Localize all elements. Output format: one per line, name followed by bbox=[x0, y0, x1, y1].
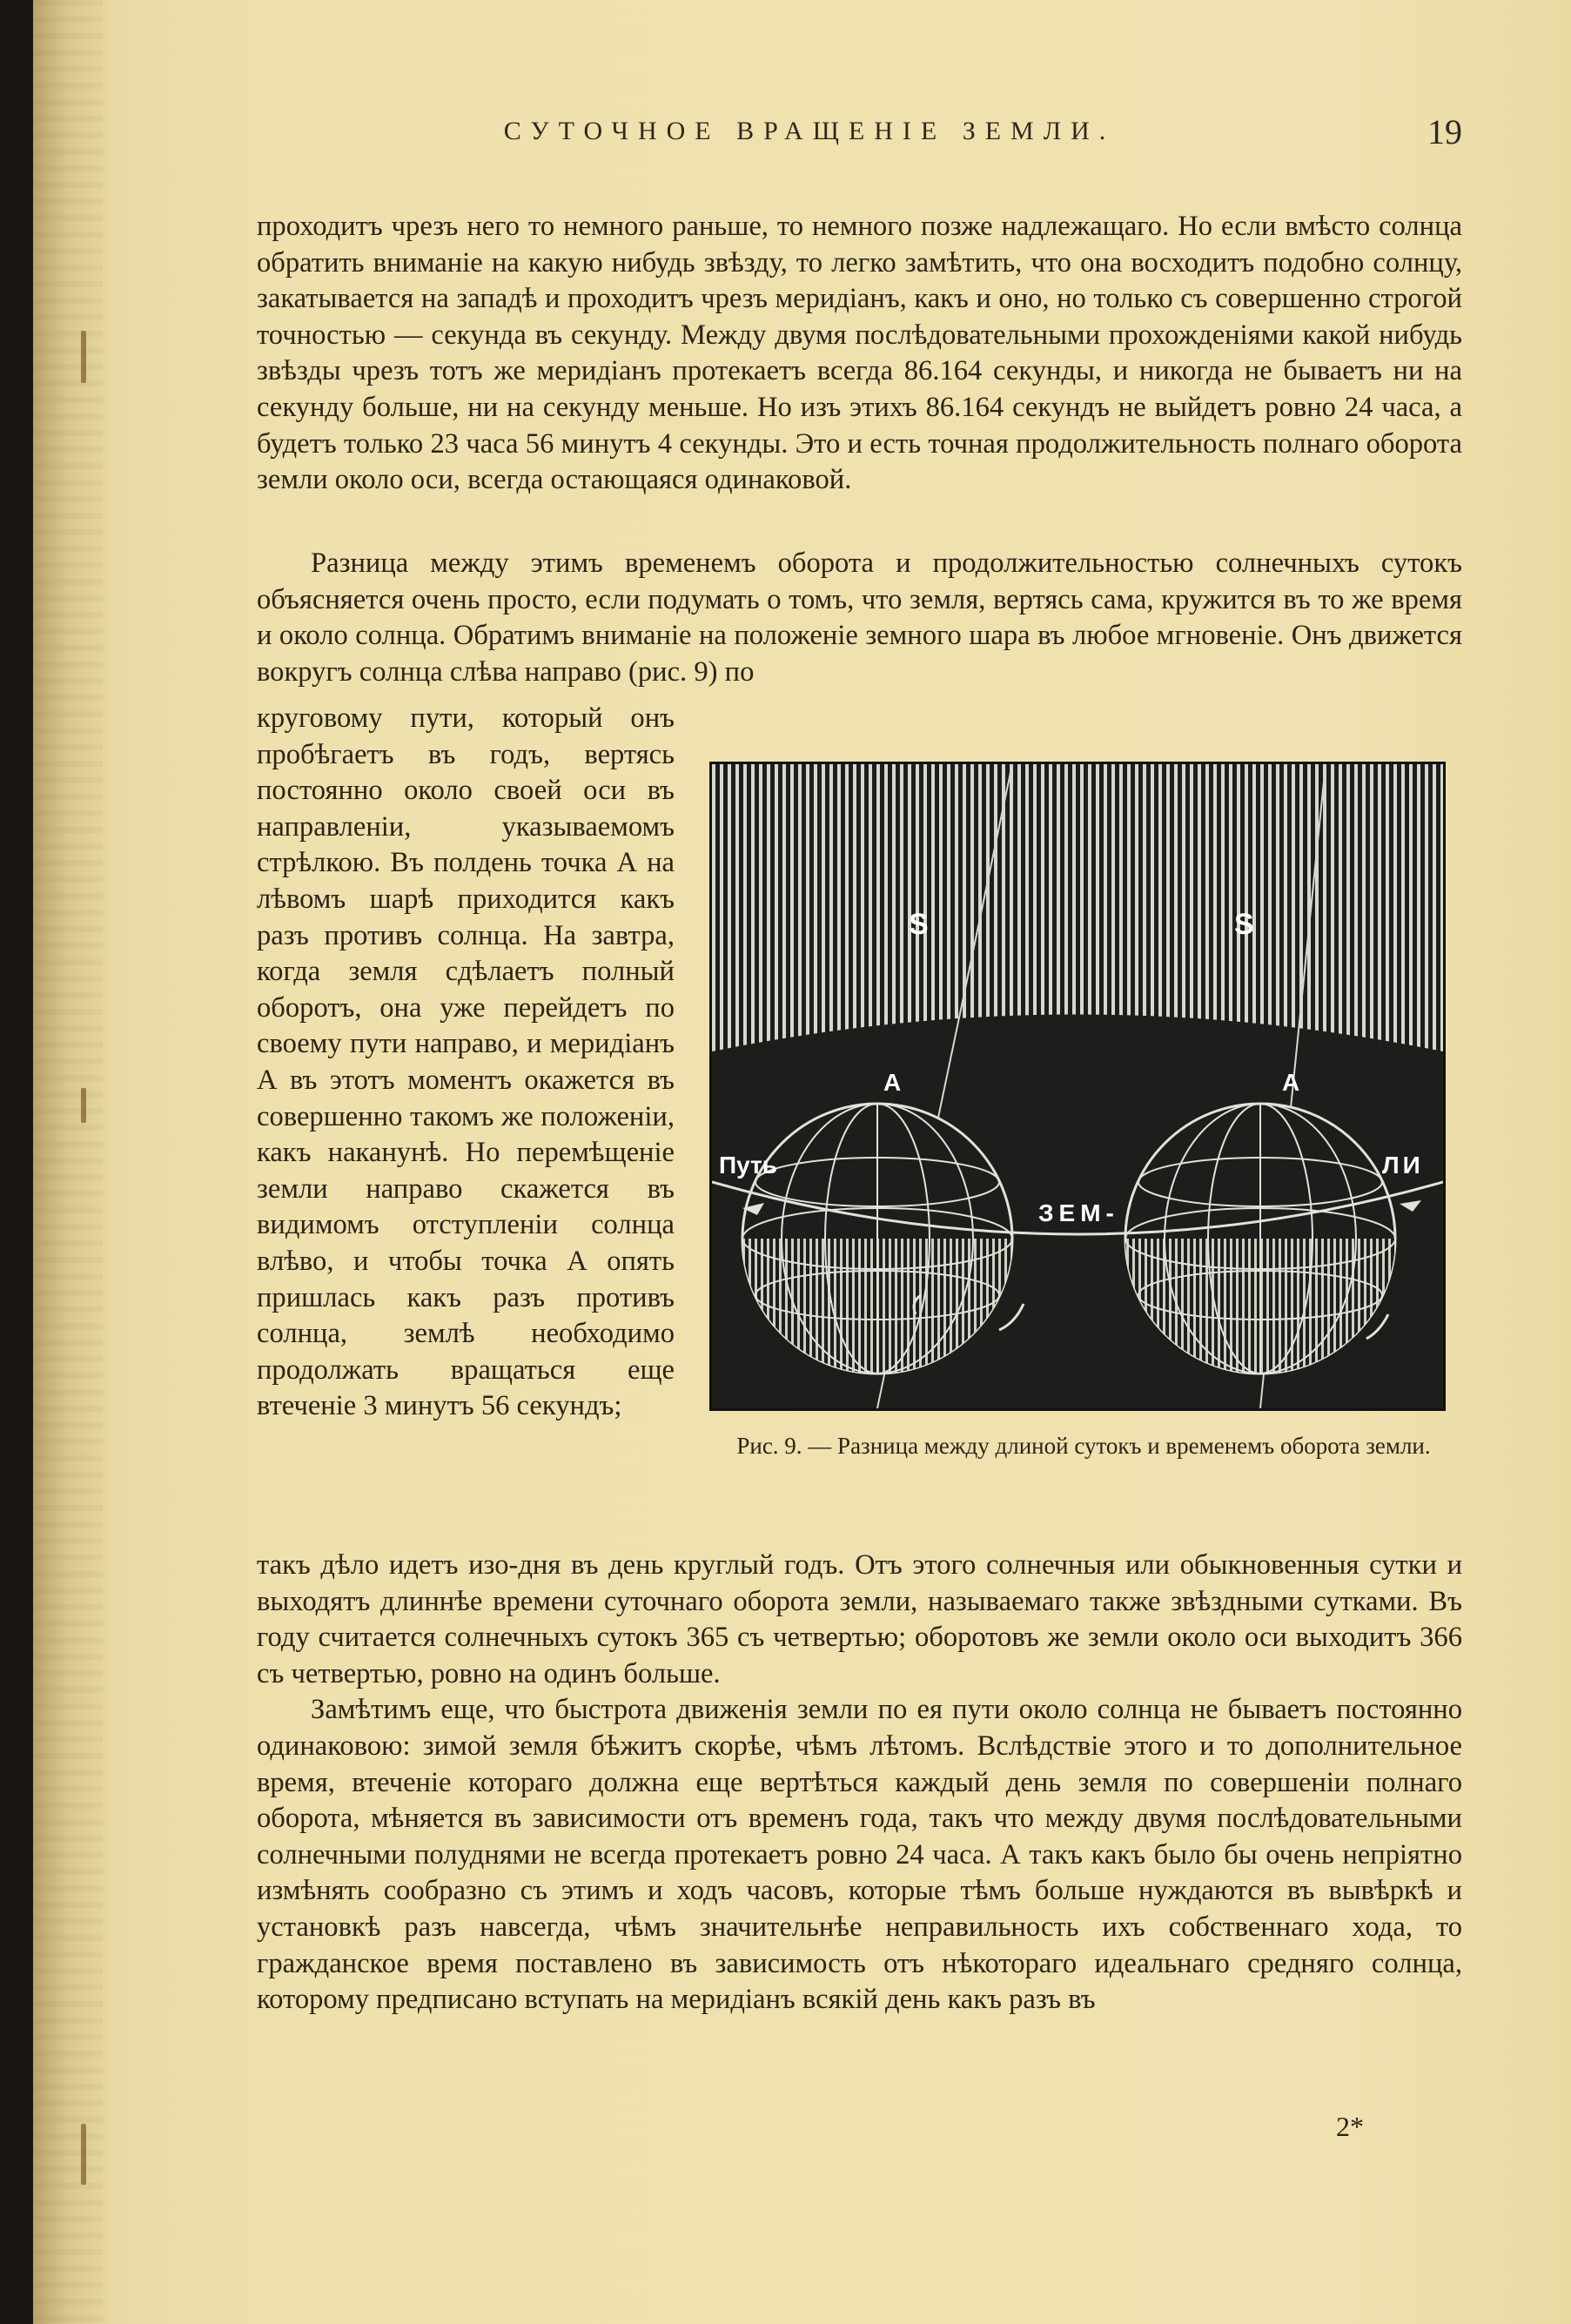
sun-rays bbox=[712, 764, 1443, 1060]
wrapped-text-column: круговому пути, который онъ пробѣгаетъ въ годъ, вертясь постоянно около своей оси въ направленіи, указываемомъ стрѣлкою. Въ полдень точка А на лѣвомъ шарѣ приходится какъ разъ противъ солнца. На завтра, когда земля сдѣлаетъ полный оборотъ, она уже перейдетъ по своему пути направо, и меридіанъ А въ этотъ моментъ окажется въ совершенно такомъ же положеніи, какъ наканунѣ. Но перемѣщеніе земли направо скажется въ видимомъ отступленіи солнца влѣво, и чтобы точка А опять пришлась какъ разъ противъ солнца, землѣ необходимо продолжать вращаться еще втеченіе 3 минутъ 56 секундъ; bbox=[257, 702, 675, 1422]
signature-mark: 2* bbox=[1336, 2111, 1364, 2142]
figure-9 bbox=[709, 762, 1458, 1461]
earth-rotation-diagram bbox=[712, 764, 1443, 1408]
label-a-left: A bbox=[883, 1069, 902, 1096]
paragraph-text: Разница между этимъ временемъ оборота и продолжительностью солнечныхъ сутокъ объясняется очень просто, если подумать о томъ, что земля, вертясь сама, кружится въ то же время и около солнца. Обратимъ вниманіе на положеніе земного шара въ любое мгновеніе. Онъ движется вокругъ солнца слѣва направо (рис. 9) по bbox=[257, 547, 1462, 688]
rotation-arrow-icon bbox=[999, 1304, 1024, 1330]
label-s-left: S bbox=[909, 908, 929, 941]
paragraph-4: Замѣтимъ еще, что быстрота движенія земли по ея пути около солнца не бываетъ постоянно одинаковою: зимой земля бѣжитъ скорѣе, чѣмъ лѣтомъ. Вслѣдствіе этого и то дополнительное время, втеченіе котораго должна еще вертѣться каждый день земля по совершеніи полнаго оборота, мѣняется въ зависимости отъ временъ года, такъ что между двумя послѣдовательными солнечными полуднями не всегда протекаетъ ровно 24 часа. А такъ какъ было бы очень непріятно измѣнять сообразно съ этимъ и ходъ часовъ, которые тѣмъ больше нуждаются въ вывѣркѣ и установкѣ разъ навсегда, чѣмъ значительнѣе неправильность ихъ собственнаго хода, то гражданское время поставлено въ зависимость отъ нѣкотораго идеальнаго средняго солнца, которому предписано вступать на меридіанъ всякій день какъ разъ въ bbox=[257, 1694, 1462, 2016]
label-earth-part2: ЛИ bbox=[1382, 1152, 1424, 1179]
paragraph-1 bbox=[257, 209, 1462, 499]
text-after-figure bbox=[257, 1548, 1462, 2018]
page-header bbox=[261, 111, 1462, 155]
label-s-right: S bbox=[1234, 908, 1254, 941]
globe-right bbox=[1121, 1104, 1400, 1378]
paragraph-2 bbox=[257, 546, 1462, 690]
paragraph-text: проходитъ чрезъ него то немного раньше, то немного позже надлежащаго. Но если вмѣсто солнца обратить вниманіе на какую нибудь звѣзду, то легко замѣтить, что она восходитъ подобно солнцу, закатывается на западѣ и проходитъ чрезъ меридіанъ, какъ и оно, но только съ совершенно строгой точностью — секунда въ секунду. Между двумя послѣдовательными прохожденіями какой нибудь звѣзды чрезъ тотъ же меридіанъ протекаетъ всегда 86.164 секунды, и никогда не бываетъ ни на секунду больше, ни на секунду меньше. Но изъ этихъ 86.164 секундъ не выйдетъ ровно 24 часа, а будетъ только 23 часа 56 минутъ 4 секунды. Это и есть точная продолжительность полнаго оборота земли около оси, всегда остающаяся одинаковой. bbox=[257, 211, 1462, 496]
label-a-right: A bbox=[1282, 1069, 1300, 1096]
label-path: Путь bbox=[719, 1152, 777, 1179]
figure-illustration bbox=[709, 762, 1446, 1411]
page-number: 19 bbox=[1427, 112, 1462, 151]
figure-wrap-section bbox=[257, 701, 1462, 1459]
spine-stain bbox=[81, 2124, 86, 2185]
orbit-arrow-icon bbox=[1400, 1200, 1421, 1212]
running-title: СУТОЧНОЕ ВРАЩЕНІЕ ЗЕМЛИ. bbox=[503, 117, 1116, 145]
spine-stain bbox=[81, 331, 86, 383]
globe-left bbox=[738, 1104, 1017, 1378]
spine-stain bbox=[81, 1088, 86, 1123]
label-earth-part1: ЗЕМ- bbox=[1038, 1199, 1119, 1226]
figure-caption: Рис. 9. — Разница между длиной сутокъ и временемъ оборота земли. bbox=[736, 1433, 1431, 1459]
paragraph-3: такъ дѣло идетъ изо-дня въ день круглый годъ. Отъ этого солнечныя или обыкновенныя сутки и выходятъ длиннѣе времени суточнаго оборота земли, называемаго также звѣздными сутками. Въ году считается солнечныхъ сутокъ 365 съ четвертью; оборотовъ же земли около оси выходитъ 366 съ четвертью, ровно на одинъ больше. bbox=[257, 1549, 1462, 1689]
